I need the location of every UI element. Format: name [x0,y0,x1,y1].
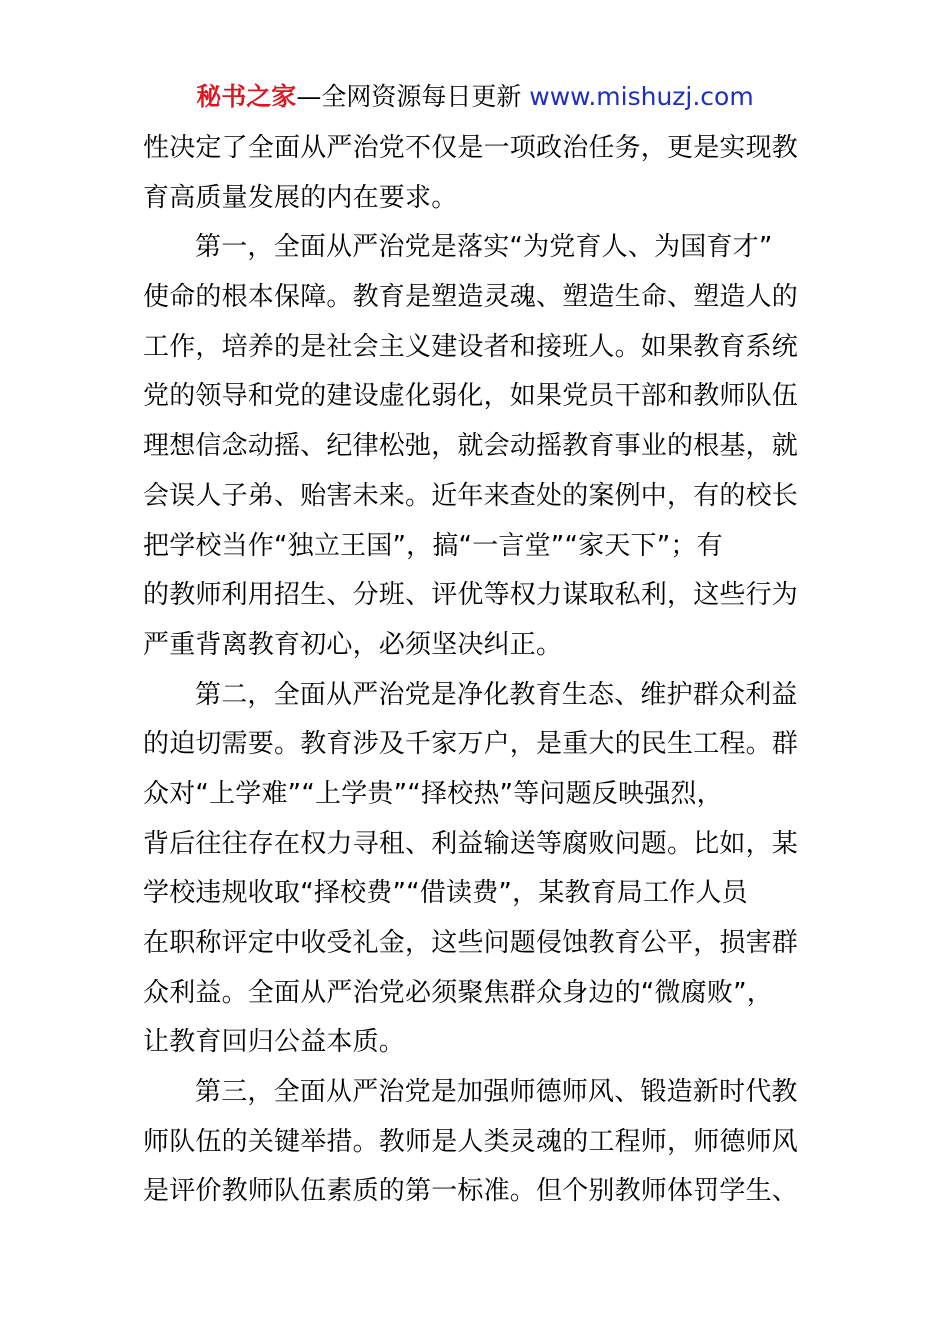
text-line: 的迫切需要。教育涉及千家万户，是重大的民生工程。群 [143,729,799,760]
text-line: 会误人子弟、贻害未来。近年来查处的案例中，有的校长 [143,480,799,511]
text-line: 严重背离教育初心，必须坚决纠正。 [143,629,563,660]
site-tagline: —全网资源每日更新 [296,82,522,111]
text-line: 性决定了全面从严治党不仅是一项政治任务，更是实现教 [143,133,799,163]
text-line: 工作，培养的是社会主义建设者和接班人。如果教育系统 [143,331,799,362]
paragraph-start-line: 第一，全面从严治党是落实“为党育人、为国育才” [195,232,773,263]
text-line: 把学校当作“独立王国”，搞“一言堂”“家天下”；有 [143,530,723,561]
text-line: 众对“上学难”“上学贵”“择校热”等问题反映强烈， [143,778,723,809]
text-line: 在职称评定中收受礼金，这些问题侵蚀教育公平，损害群 [143,928,799,958]
site-url-link[interactable]: www.mishuzj.com [529,82,754,111]
text-line: 的教师利用招生、分班、评优等权力谋取私利，这些行为 [143,580,799,611]
text-line: 育高质量发展的内在要求。 [143,182,458,213]
site-header [0,80,950,114]
text-line: 党的领导和党的建设虚化弱化，如果党员干部和教师队伍 [143,381,799,412]
document-body [143,124,799,1217]
text-line: 学校违规收取“择校费”“借读费”，某教育局工作人员 [143,878,748,909]
text-line: 师队伍的关键举措。教师是人类灵魂的工程师，师德师风 [143,1126,799,1157]
paragraph-start-line: 第二，全面从严治党是净化教育生态、维护群众利益 [195,679,798,710]
text-line: 众利益。全面从严治党必须聚焦群众身边的“微腐败”， [143,977,773,1008]
text-line: 让教育回归公益本质。 [143,1027,406,1058]
paragraph-start-line: 第三，全面从严治党是加强师德师风、锻造新时代教 [195,1077,798,1108]
site-brand: 秘书之家 [196,82,297,111]
text-line: 背后往往存在权力寻租、利益输送等腐败问题。比如，某 [143,828,799,859]
text-line: 是评价教师队伍素质的第一标准。但个别教师体罚学生、 [143,1176,799,1207]
text-line: 使命的根本保障。教育是塑造灵魂、塑造生命、塑造人的 [143,282,799,313]
text-line: 理想信念动摇、纪律松弛，就会动摇教育事业的根基，就 [143,431,799,462]
